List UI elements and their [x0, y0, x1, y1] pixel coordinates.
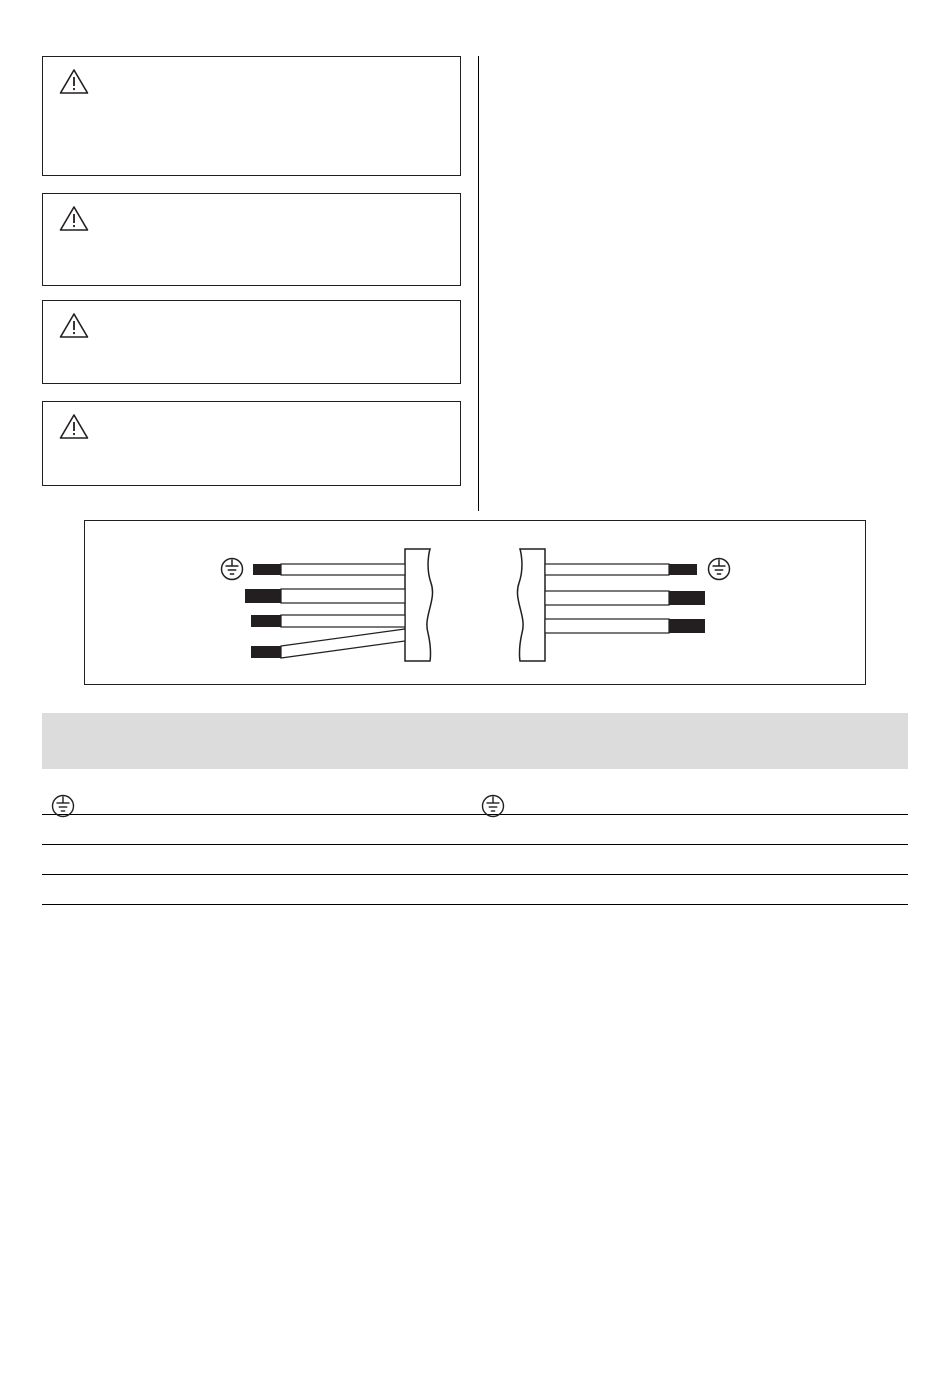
table-cell — [42, 815, 472, 844]
column-divider — [478, 56, 479, 511]
table-row — [42, 713, 908, 741]
warning-box-1 — [42, 56, 461, 176]
table-row — [42, 815, 908, 845]
table-cell — [42, 769, 472, 814]
table-row — [42, 875, 908, 905]
protective-earth-icon — [480, 779, 506, 805]
specification-table — [42, 713, 908, 905]
warning-triangle-icon — [59, 68, 89, 94]
table-cell — [472, 875, 908, 904]
table-cell — [42, 875, 472, 904]
warning-triangle-icon — [59, 205, 89, 231]
table-cell — [472, 845, 908, 874]
protective-earth-icon — [50, 779, 76, 805]
table-row — [42, 845, 908, 875]
protective-earth-icon-right — [709, 559, 730, 580]
table-cell — [42, 845, 472, 874]
table-cell — [472, 769, 908, 814]
table-cell — [472, 815, 908, 844]
protective-earth-icon-left — [222, 559, 243, 580]
warning-triangle-icon — [59, 413, 89, 439]
warning-box-4 — [42, 401, 461, 486]
warning-triangle-icon — [59, 312, 89, 338]
cable-wiring-diagram — [84, 520, 866, 685]
table-cell — [42, 713, 472, 741]
top-columns-region — [42, 56, 908, 511]
warning-box-3 — [42, 300, 461, 384]
table-cell — [472, 713, 908, 741]
table-cell — [42, 741, 472, 769]
warning-box-2 — [42, 193, 461, 286]
table-row — [42, 769, 908, 815]
table-row — [42, 741, 908, 769]
table-cell — [472, 741, 908, 769]
